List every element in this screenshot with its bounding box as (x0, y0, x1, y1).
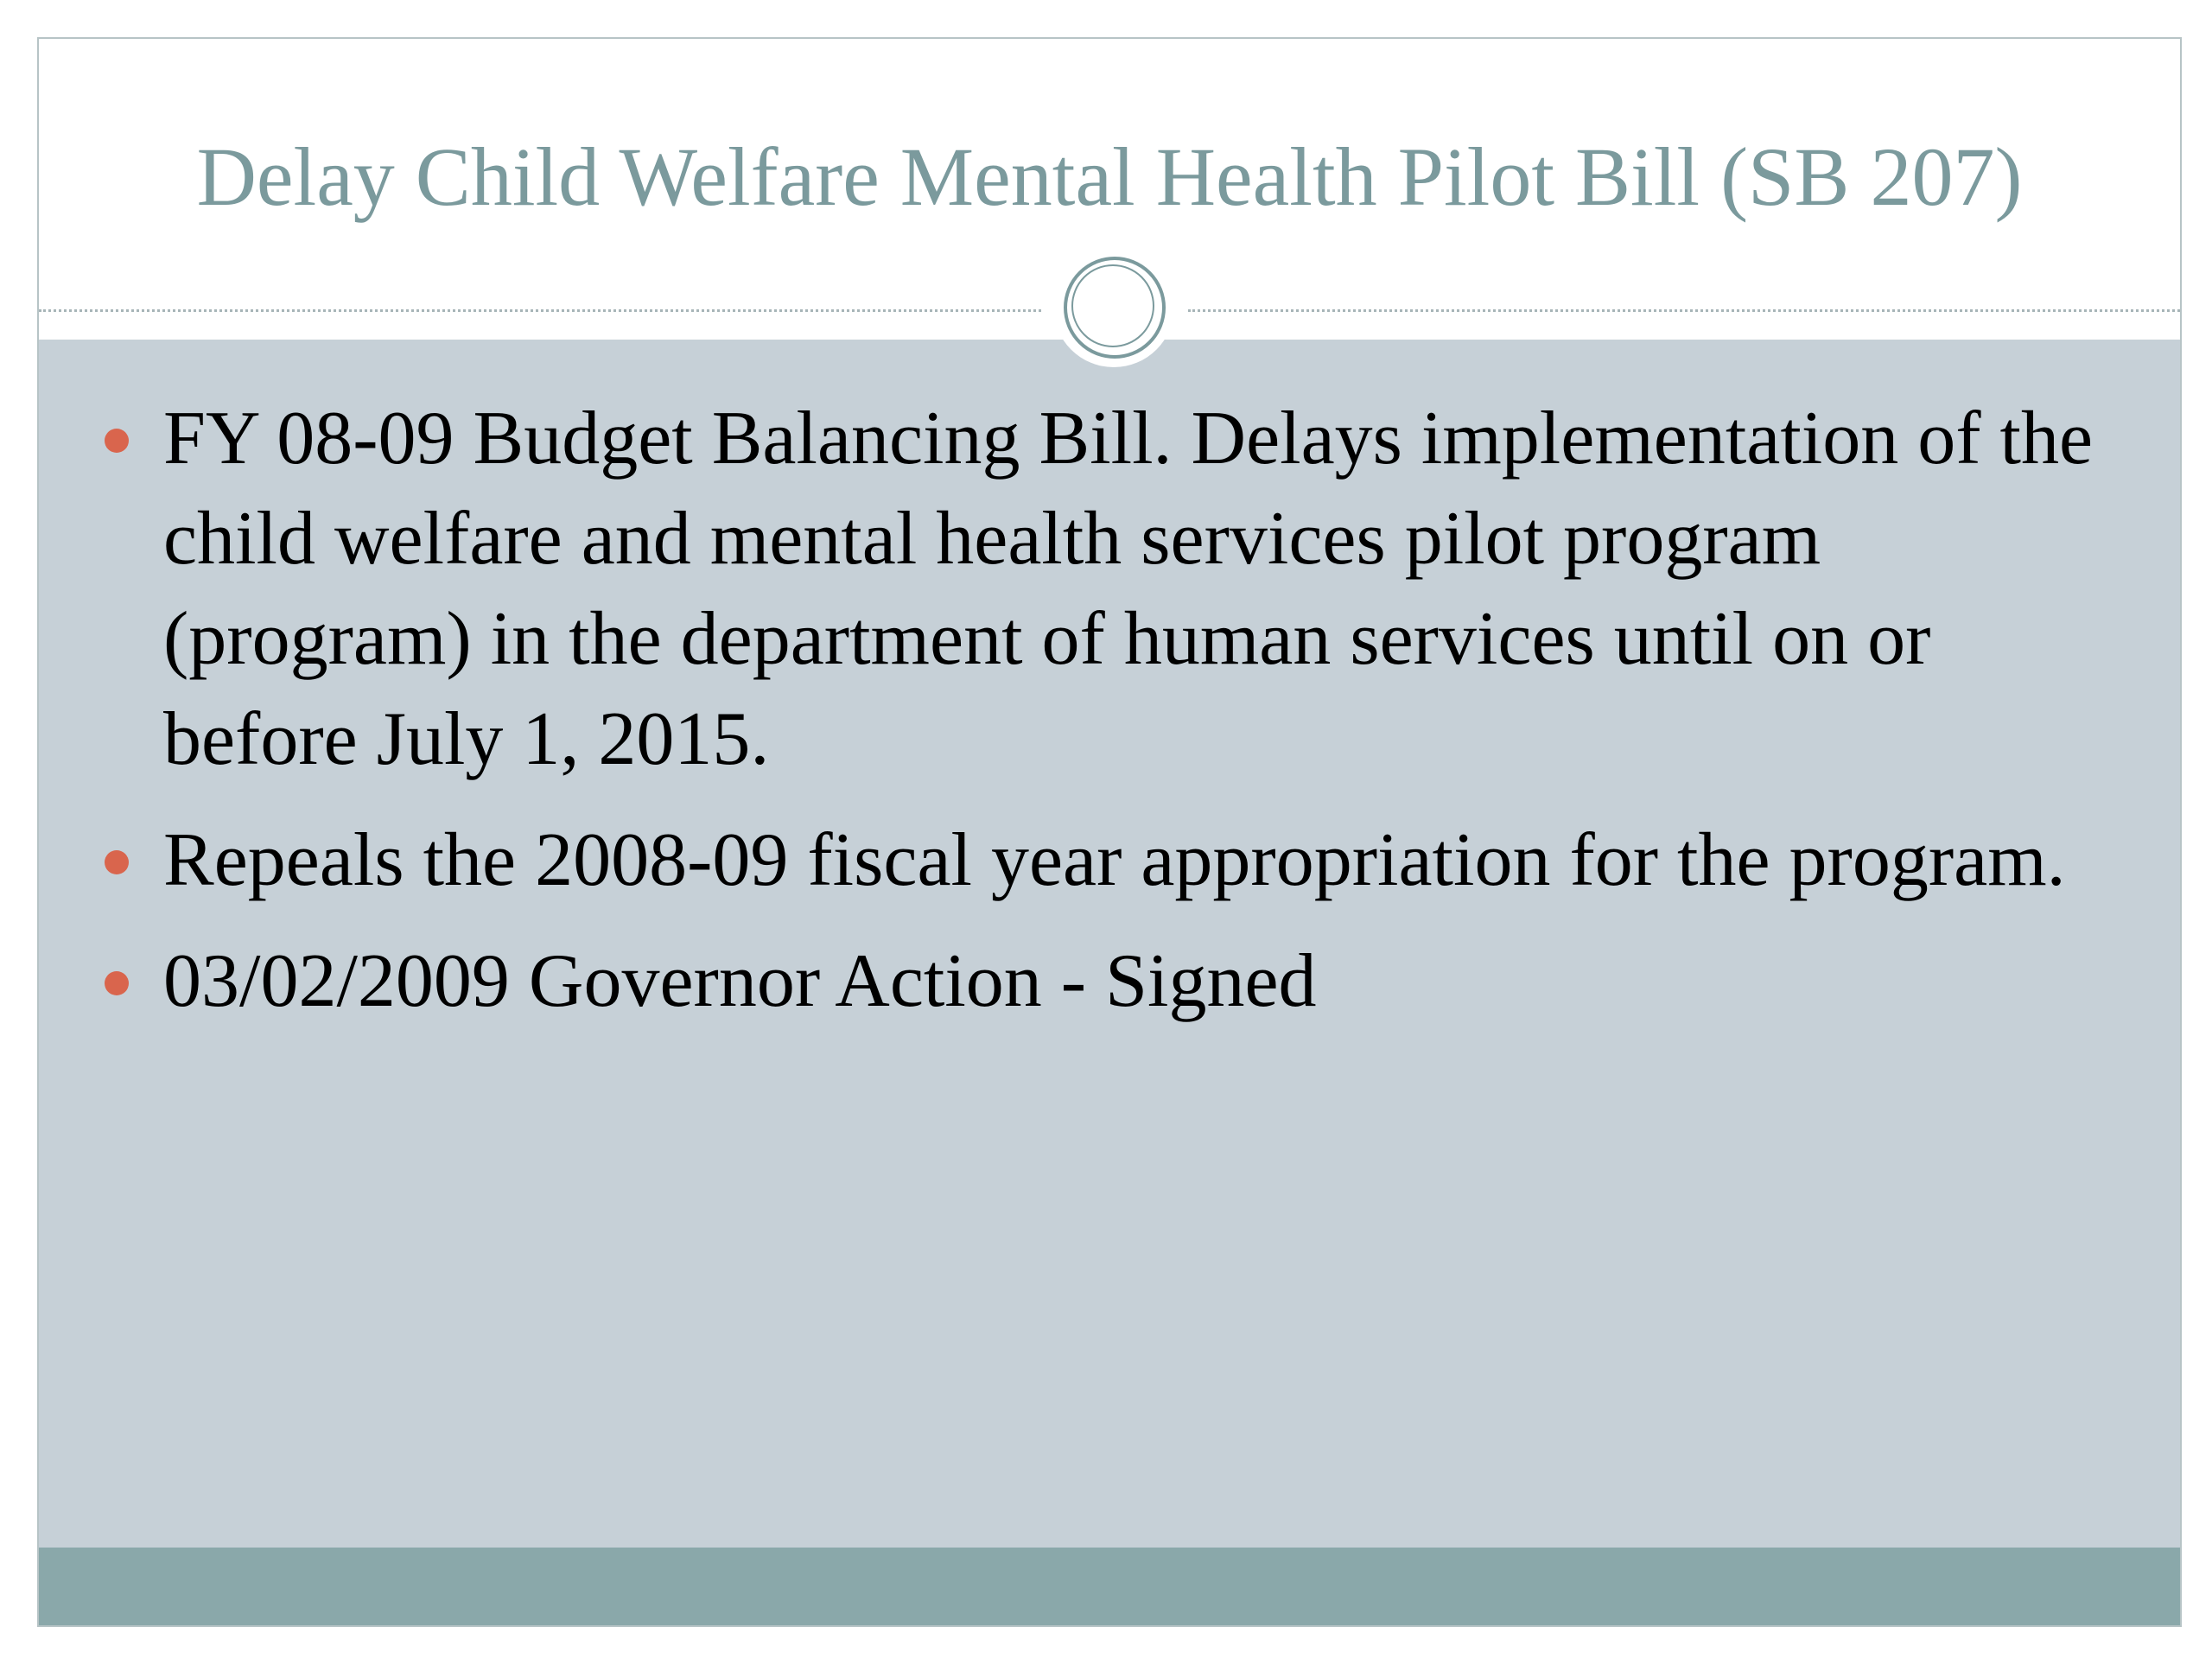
bullet-text: 03/02/2009 Governor Action - Signed (163, 939, 1317, 1023)
bullet-text: Repeals the 2008-09 fiscal year appropriation for the program. (163, 818, 2066, 902)
list-item (39, 810, 2180, 911)
double-ring-ornament-icon (1053, 246, 1174, 367)
ornament-outer-ring (1064, 257, 1166, 359)
bullet-list (39, 389, 2180, 1052)
title-divider-right (1188, 309, 2180, 312)
slide (37, 37, 2182, 1627)
bullet-text: FY 08-09 Budget Balancing Bill. Delays implementation of the child welfare and mental health services pilot program (program) in the department of human services until on or before July 1, 2015. (163, 397, 2094, 781)
ornament-inner-ring (1071, 264, 1154, 347)
slide-title: Delay Child Welfare Mental Health Pilot Bill (SB 207) (196, 130, 2023, 223)
circle-bullet-icon (105, 429, 129, 453)
title-divider-left (39, 309, 1041, 312)
footer-bar (39, 1548, 2180, 1625)
list-item (39, 931, 2180, 1032)
circle-bullet-icon (105, 850, 129, 874)
list-item (39, 389, 2180, 790)
circle-bullet-icon (105, 971, 129, 995)
